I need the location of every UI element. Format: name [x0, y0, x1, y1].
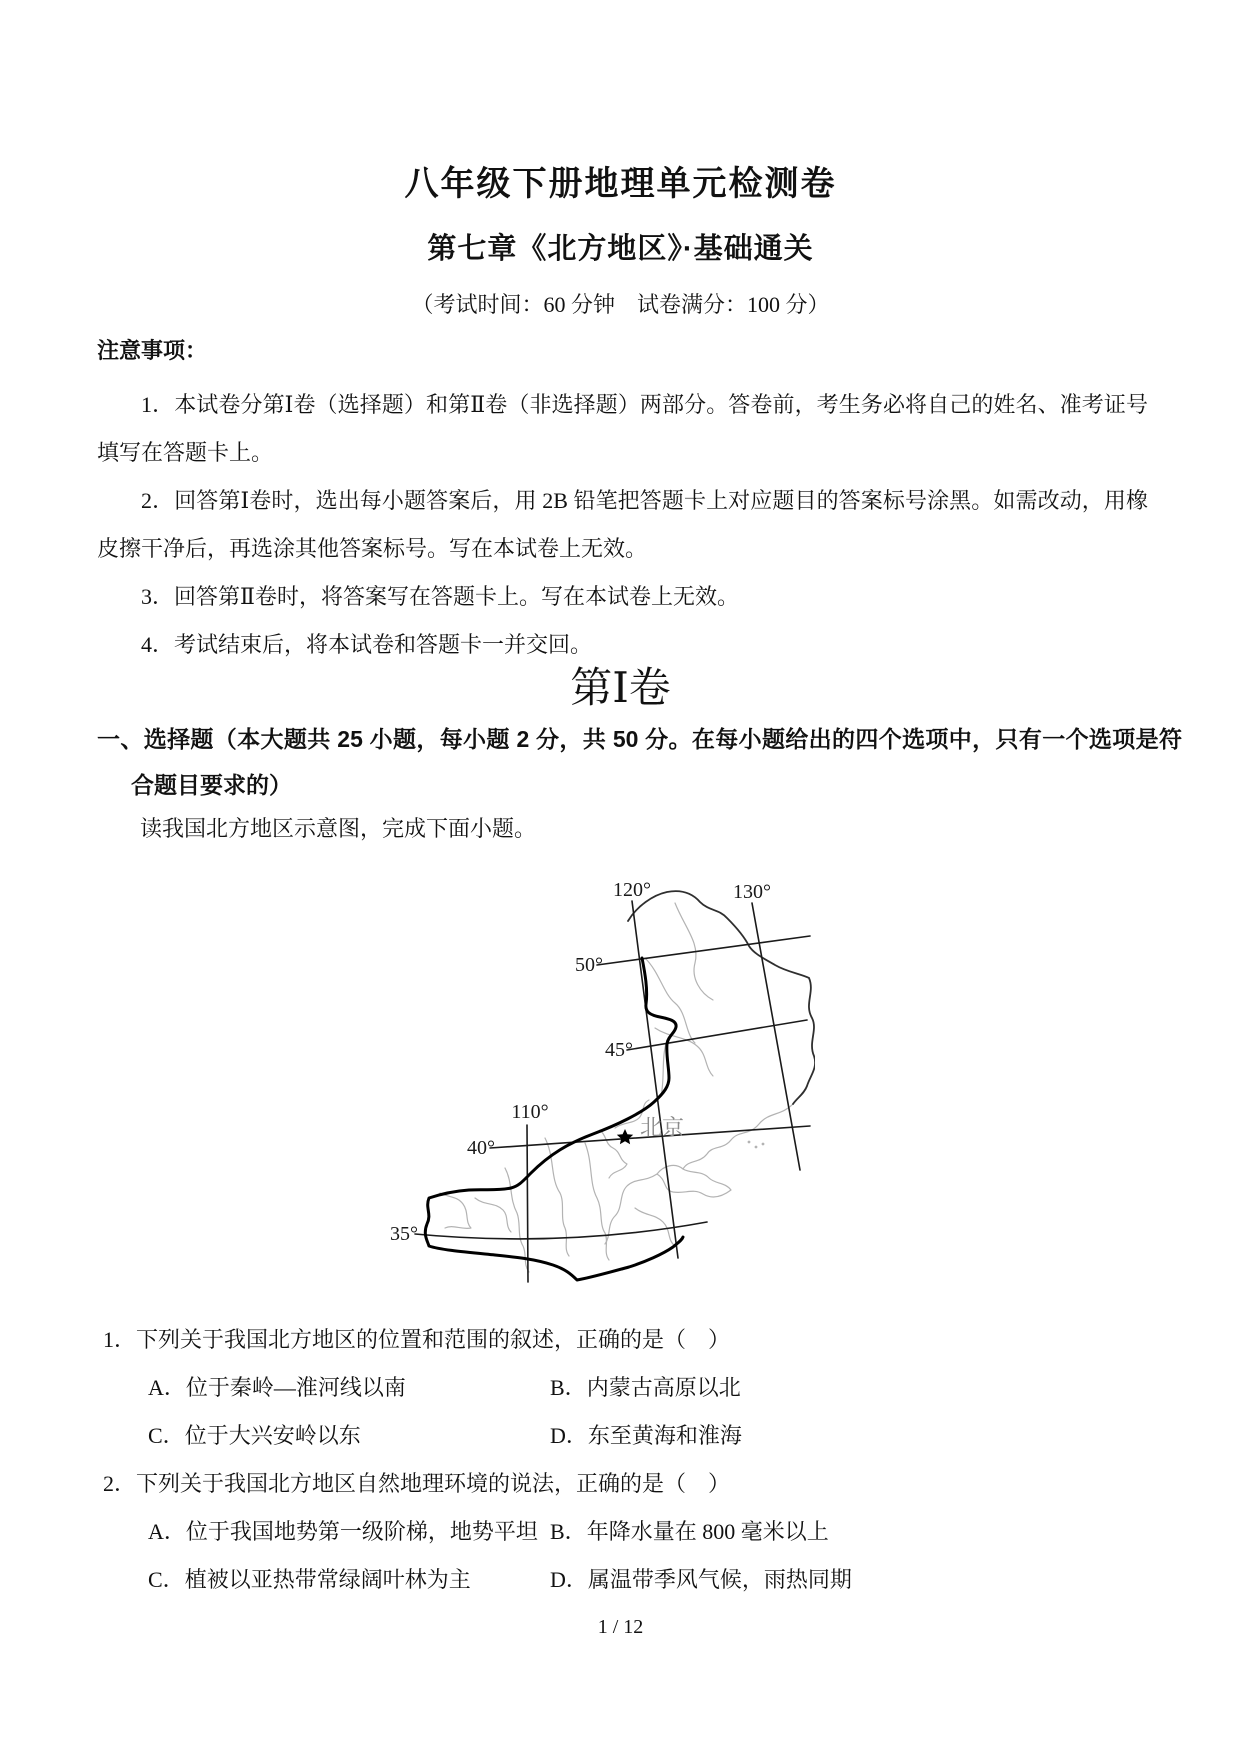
page-title: 八年级下册地理单元检测卷 [404, 165, 837, 203]
province-borders [440, 903, 793, 1272]
question-1-number: 1． [103, 1327, 137, 1352]
notice-item-3: 3．回答第Ⅱ卷时，将答案写在答题卡上。写在本试卷上无效。 [141, 584, 739, 609]
question-2-stem: 2．下列关于我国北方地区自然地理环境的说法，正确的是（ ） [103, 1471, 731, 1496]
question-1-option-b: B．内蒙古高原以北 [550, 1375, 741, 1400]
label-lon-120: 120° [613, 879, 651, 901]
parallel-35 [415, 1222, 707, 1239]
graticule-labels [390, 879, 771, 1245]
label-lat-50: 50° [575, 954, 603, 976]
notice-label: 注意事项： [97, 338, 208, 363]
question-1-option-a: A．位于秦岭—淮河线以南 [148, 1375, 406, 1400]
parallel-45 [627, 1020, 807, 1050]
page-subtitle: 第七章《北方地区》·基础通关 [427, 233, 814, 265]
graticule-lines [415, 901, 810, 1282]
parallel-50 [597, 936, 810, 965]
question-2-option-b: B．年降水量在 800 毫米以上 [550, 1519, 829, 1544]
notice-item-4: 4．考试结束后，将本试卷和答题卡一并交回。 [141, 632, 593, 657]
question-2-option-c: C．植被以亚热带常绿阔叶林为主 [148, 1567, 471, 1592]
question-1-option-d: D．东至黄海和淮海 [550, 1423, 742, 1448]
label-lon-110: 110° [511, 1101, 549, 1123]
question-2-option-d: D．属温带季风气候，雨热同期 [550, 1567, 852, 1592]
beijing-star-icon [617, 1129, 633, 1144]
notice-list [97, 381, 1148, 669]
beijing-label: 北京 [640, 1115, 685, 1140]
national-border [628, 891, 815, 1104]
notice-item-2: 2．回答第Ⅰ卷时，选出每小题答案后，用 2B 铅笔把答题卡上对应题目的答案标号涂黑。如需改动，用橡皮擦干净后，再选涂其他答案标号。写在本试卷上无效。 [97, 488, 1148, 561]
section-1-instruction: 一、选择题（本大题共 25 小题，每小题 2 分，共 50 分。在每小题给出的四个选项中，只有一个选项是符合题目要求的） [97, 726, 1182, 798]
question-2-number: 2． [103, 1471, 137, 1496]
island-dots [748, 1141, 765, 1149]
label-lat-40: 40° [467, 1137, 495, 1159]
label-lat-35: 35° [390, 1223, 418, 1245]
label-lat-45: 45° [605, 1039, 633, 1061]
section-1-heading: 第Ⅰ卷 [570, 666, 671, 712]
page-number: 1 / 12 [597, 1616, 644, 1638]
question-1-option-c: C．位于大兴安岭以东 [148, 1423, 361, 1448]
question-2-option-a: A．位于我国地势第一级阶梯，地势平坦 [148, 1519, 538, 1544]
north-china-map-svg [345, 778, 815, 1293]
north-china-map [345, 778, 815, 1293]
exam-info: （考试时间：60 分钟 试卷满分：100 分） [411, 292, 830, 317]
label-lon-130: 130° [733, 881, 771, 903]
map-intro-text: 读我国北方地区示意图，完成下面小题。 [140, 816, 537, 841]
question-1-stem: 1．下列关于我国北方地区的位置和范围的叙述，正确的是（ ） [103, 1327, 731, 1352]
notice-item-1: 1．本试卷分第Ⅰ卷（选择题）和第Ⅱ卷（非选择题）两部分。答卷前，考生务必将自己的姓名、准考证号填写在答题卡上。 [97, 392, 1148, 465]
